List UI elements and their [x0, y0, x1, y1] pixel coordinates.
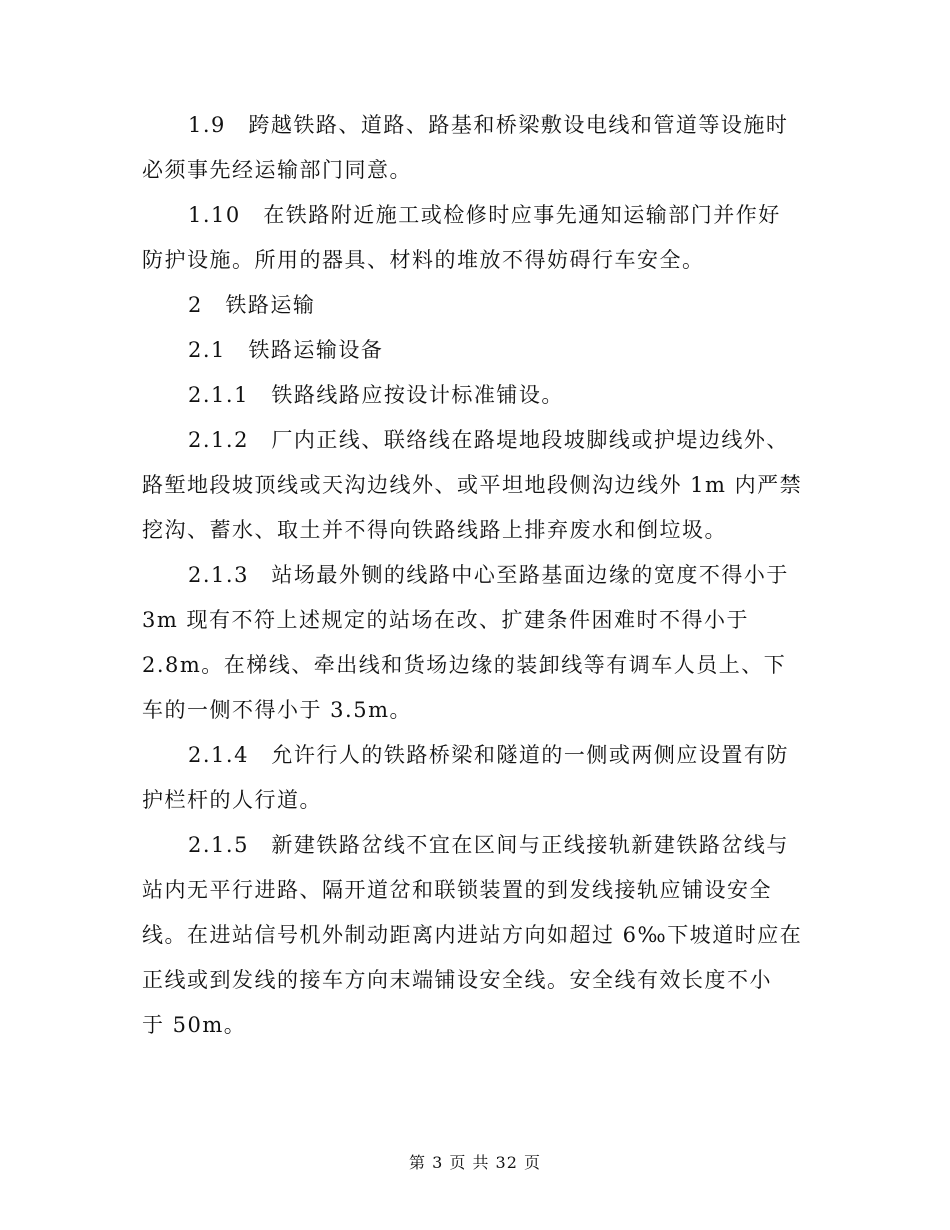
text-line: 正线或到发线的接车方向末端铺设安全线。安全线有效长度不小: [142, 968, 772, 992]
section-heading: 2 铁路运输: [188, 293, 316, 317]
subsection-heading: 2.1 铁路运输设备: [188, 338, 384, 362]
text-line: 2.8m。在梯线、牵出线和货场边缘的装卸线等有调车人员上、下: [142, 653, 787, 677]
text-line: 必须事先经运输部门同意。: [142, 158, 412, 182]
text-line: 1.10 在铁路附近施工或检修时应事先通知运输部门并作好: [188, 203, 781, 227]
text-line: 挖沟、蓄水、取土并不得向铁路线路上排弃废水和倒垃圾。: [142, 518, 727, 542]
text-line: 2.1.1 铁路线路应按设计标准铺设。: [188, 383, 564, 407]
text-line: 2.1.3 站场最外铡的线路中心至路基面边缘的宽度不得小于: [188, 563, 789, 587]
text-line: 于 50m。: [142, 1013, 247, 1037]
text-line: 路堑地段坡顶线或天沟边线外、或平坦地段侧沟边线外 1m 内严禁: [142, 473, 803, 497]
text-line: 2.1.4 允许行人的铁路桥梁和隧道的一侧或两侧应设置有防: [188, 743, 789, 767]
text-line: 线。在进站信号机外制动距离内进站方向如超过 6‰下坡道时应在: [142, 923, 803, 947]
text-line: 2.1.2 厂内正线、联络线在路堤地段坡脚线或护堤边线外、: [188, 428, 789, 452]
text-line: 护栏杆的人行道。: [142, 788, 322, 812]
page-number-footer: 第 3 页 共 32 页: [409, 1153, 541, 1172]
text-line: 防护设施。所用的器具、材料的堆放不得妨碍行车安全。: [142, 248, 705, 272]
text-line: 车的一侧不得小于 3.5m。: [142, 698, 412, 722]
text-line: 1.9 跨越铁路、道路、路基和桥梁敷设电线和管道等设施时: [188, 113, 789, 137]
text-line: 2.1.5 新建铁路岔线不宜在区间与正线接轨新建铁路岔线与: [188, 833, 789, 857]
text-line: 站内无平行进路、隔开道岔和联锁装置的到发线接轨应铺设安全: [142, 878, 772, 902]
text-line: 3m 现有不符上述规定的站场在改、扩建条件困难时不得小于: [142, 608, 749, 632]
